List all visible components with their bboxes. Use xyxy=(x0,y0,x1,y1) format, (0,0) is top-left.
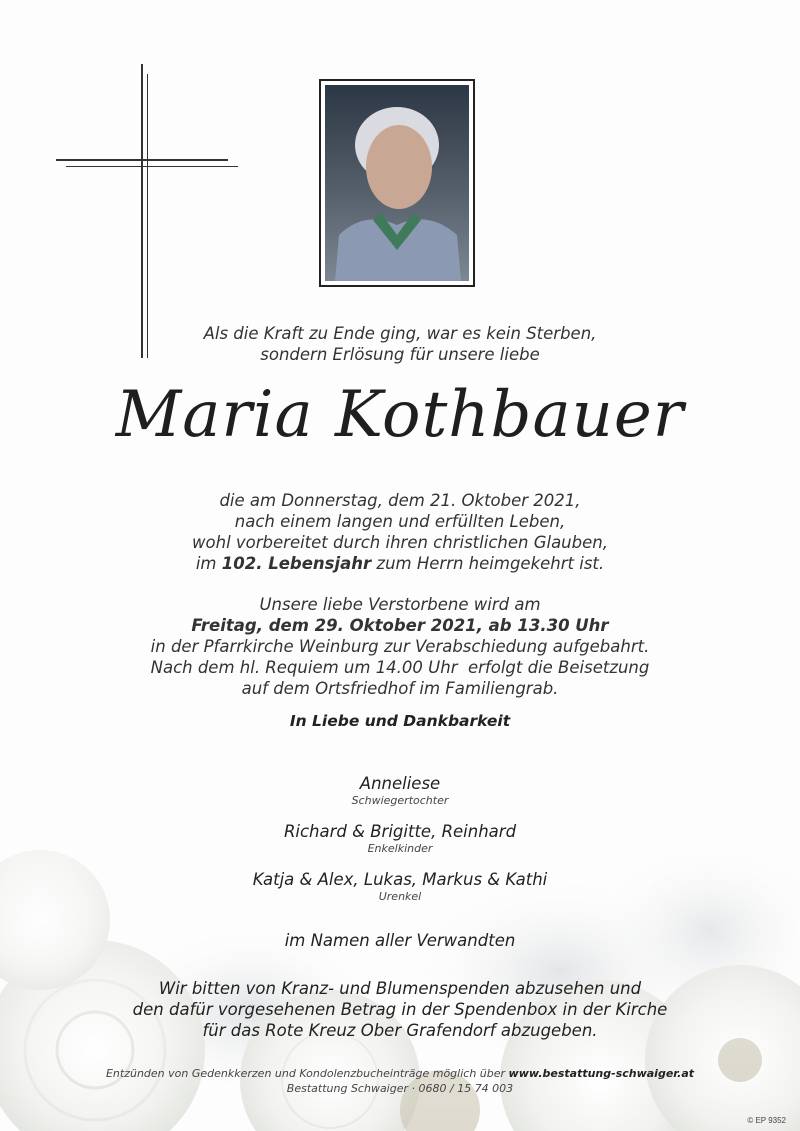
death-notice xyxy=(0,490,800,574)
cross-icon xyxy=(141,64,143,358)
deceased-name: Maria Kothbauer xyxy=(115,378,685,452)
funeral-date-text: Freitag, dem 29. Oktober 2021, ab 13.30 Uhr xyxy=(191,616,609,635)
request-line-1: Wir bitten von Kranz- und Blumenspenden abzusehen und xyxy=(158,979,642,998)
closing-phrase: In Liebe und Dankbarkeit xyxy=(289,712,511,730)
on-behalf-line: im Namen aller Verwandten xyxy=(284,931,516,950)
footer-line-1 xyxy=(0,1066,800,1081)
intro-line-1: Als die Kraft zu Ende ging, war es kein Sterben, xyxy=(203,324,597,343)
notice-line-2: nach einem langen und erfüllten Leben, xyxy=(234,512,566,531)
footer-line-2: Bestattung Schwaiger · 0680 / 15 74 003 xyxy=(286,1082,514,1095)
notice-line-4 xyxy=(0,553,800,574)
cross-icon-line xyxy=(147,74,148,358)
notice-line-3: wohl vorbereitet durch ihren christlichen Glauben, xyxy=(192,533,608,552)
request-line-2: den dafür vorgesehenen Betrag in der Spendenbox in der Kirche xyxy=(132,1000,668,1019)
age-year: 102. Lebensjahr xyxy=(221,554,372,573)
mourner-entry xyxy=(0,870,800,903)
portrait-image xyxy=(325,85,469,281)
mourner-entry xyxy=(0,822,800,855)
notice-line-4-post: zum Herrn heimgekehrt ist. xyxy=(376,554,605,573)
footer-text: Entzünden von Gedenkkerzen und Kondolenzbucheinträge möglich über xyxy=(105,1067,506,1080)
website-link[interactable]: www.bestattung-schwaiger.at xyxy=(508,1067,694,1080)
funeral-line-4: Nach dem hl. Requiem um 14.00 Uhr erfolgt die Beisetzung xyxy=(150,658,650,677)
funeral-details xyxy=(0,594,800,699)
funeral-date xyxy=(0,615,800,636)
funeral-line-5: auf dem Ortsfriedhof im Familiengrab. xyxy=(241,679,559,698)
cross-icon-bar xyxy=(56,159,228,161)
portrait-photo xyxy=(319,79,475,287)
mourner-entry xyxy=(0,774,800,807)
funeral-line-1: Unsere liebe Verstorbene wird am xyxy=(259,595,541,614)
intro-verse xyxy=(0,323,800,365)
mourner-names: Anneliese xyxy=(359,774,441,793)
donation-request xyxy=(0,978,800,1041)
intro-line-2: sondern Erlösung für unsere liebe xyxy=(260,345,540,364)
mourner-names: Richard & Brigitte, Reinhard xyxy=(283,822,517,841)
mourner-relation: Enkelkinder xyxy=(367,842,433,855)
notice-line-1: die am Donnerstag, dem 21. Oktober 2021, xyxy=(219,491,581,510)
cross-icon-bar-2 xyxy=(66,166,238,167)
mourner-relation: Schwiegertochter xyxy=(351,794,449,807)
footer-info xyxy=(0,1066,800,1096)
notice-line-4-pre: im xyxy=(195,554,217,573)
mourner-names: Katja & Alex, Lukas, Markus & Kathi xyxy=(252,870,548,889)
funeral-line-3: in der Pfarrkirche Weinburg zur Verabschiedung aufgebahrt. xyxy=(150,637,650,656)
request-line-3: für das Rote Kreuz Ober Grafendorf abzugeben. xyxy=(202,1021,598,1040)
copyright-code: © EP 9352 xyxy=(747,1116,786,1125)
mourner-relation: Urenkel xyxy=(378,890,422,903)
